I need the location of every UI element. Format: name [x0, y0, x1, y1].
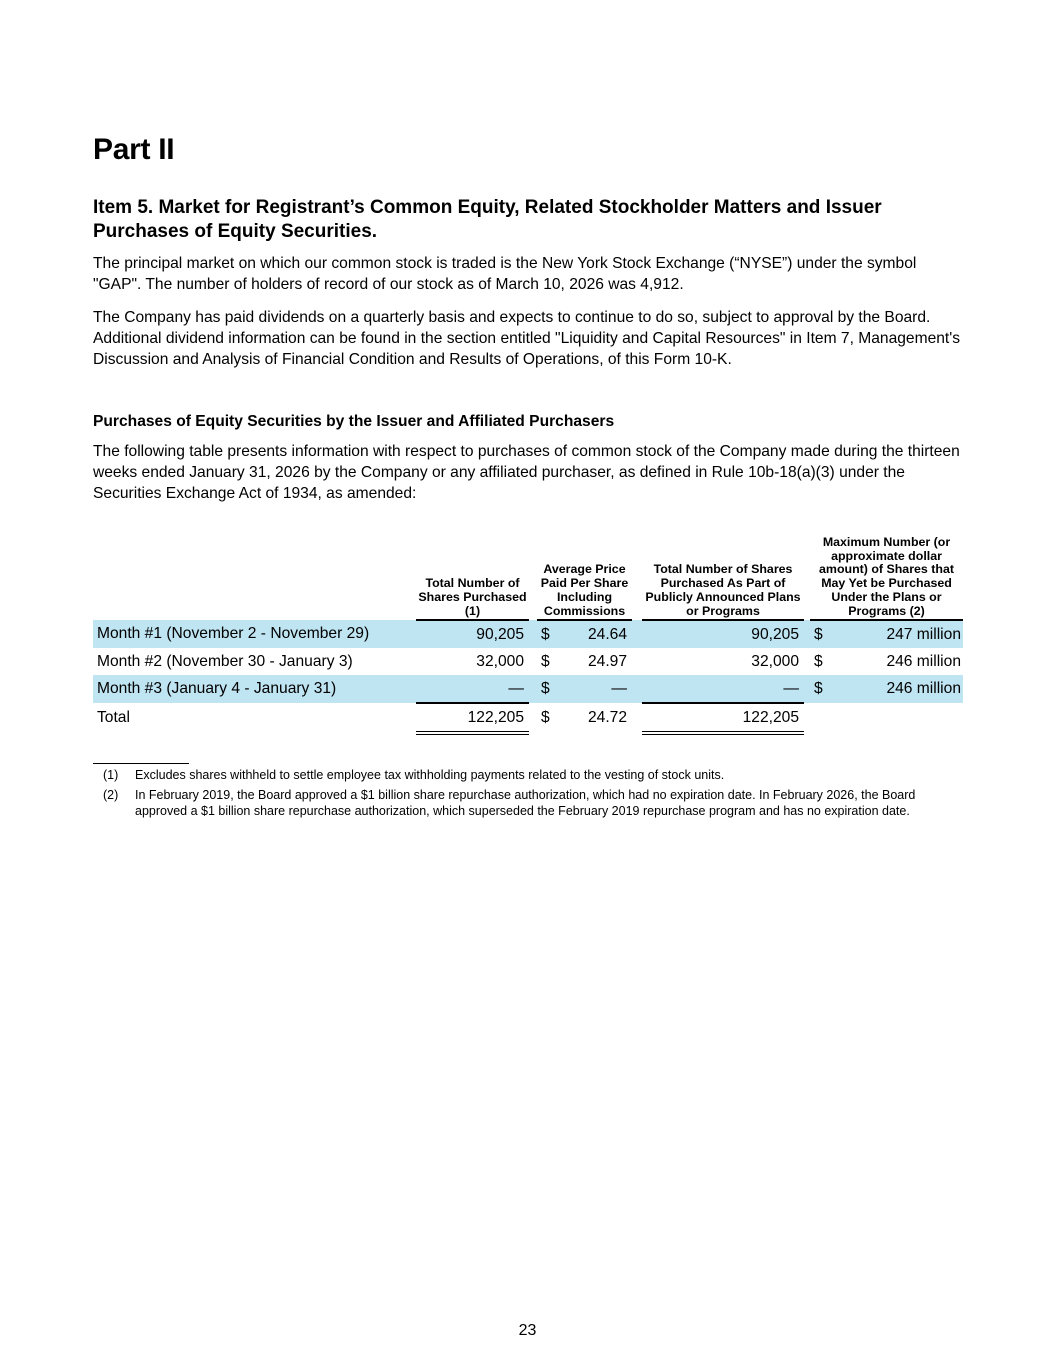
footnote-2 — [93, 787, 963, 820]
purchases-intro: The following table presents information with respect to purchases of common stock of the Company made during the thirteen weeks ended January 31, 2026 by the Company or any affiliated purchaser, as defined in Rule 10b-18(a)(3) under the Securities Exchange Act of 1934, as amended: — [93, 443, 960, 502]
row-label: Month #2 (November 30 - January 3) — [97, 652, 353, 670]
part-title: Part II — [93, 133, 175, 166]
header-plan-shares: Total Number of Shares Purchased As Part of Publicly Announced Plans or Programs — [642, 536, 804, 620]
currency-symbol: $ — [537, 675, 557, 703]
remaining-cell: 246 million — [886, 652, 961, 670]
plan-shares-cell: — — [642, 675, 804, 703]
currency-symbol: $ — [541, 652, 550, 670]
footnotes — [93, 767, 963, 823]
item-title: Item 5. Market for Registrant’s Common Equity, Related Stockholder Matters and Issuer Purchases of Equity Securities. — [93, 197, 882, 242]
plan-shares-cell: 90,205 — [642, 620, 804, 648]
repurchase-table — [93, 536, 963, 735]
shares-cell: — — [416, 675, 529, 703]
currency-symbol: $ — [814, 652, 823, 670]
total-plan-shares-cell: 122,205 — [642, 703, 804, 733]
remaining-cell: 246 million — [830, 675, 963, 703]
shares-cell: 90,205 — [416, 620, 529, 648]
market-paragraph: The principal market on which our common stock is traded is the New York Stock Exchange (“NYSE”) under the symbol "GAP". The number of holders of record of our stock as of March 10, 2026 was 4,912. — [93, 255, 917, 293]
currency-symbol: $ — [810, 620, 830, 648]
price-cell: 24.97 — [587, 652, 627, 670]
plan-shares-cell: 32,000 — [751, 652, 799, 670]
currency-symbol: $ — [541, 709, 550, 727]
footnote-text: In February 2019, the Board approved a $1 billion share repurchase authorization, which had no expiration date. In February 2026, the Board approved a $1 billion share repurchase authorization, which superseded the February 2019 repurchase program and has no expiration date. — [135, 787, 916, 818]
footnote-divider — [93, 763, 189, 764]
total-shares-cell: 122,205 — [416, 703, 529, 733]
table-row — [93, 648, 963, 675]
footnote-text: Excludes shares withheld to settle employee tax withholding payments related to the vesting of stock units. — [135, 768, 725, 782]
header-total-shares: Total Number of Shares Purchased (1) — [416, 536, 529, 620]
total-label: Total — [97, 709, 130, 727]
table-row — [93, 675, 963, 703]
header-average-price: Average Price Paid Per Share Including Commissions — [537, 536, 632, 620]
table-total-row — [93, 703, 963, 733]
footnote-mark: (2) — [103, 787, 119, 802]
purchases-heading: Purchases of Equity Securities by the Issuer and Affiliated Purchasers — [93, 413, 615, 430]
price-cell: — — [557, 675, 632, 703]
shares-cell: 32,000 — [476, 652, 524, 670]
currency-symbol: $ — [537, 620, 557, 648]
remaining-cell: 247 million — [830, 620, 963, 648]
table-header-row — [93, 536, 963, 620]
dividends-paragraph: The Company has paid dividends on a quarterly basis and expects to continue to do so, subject to approval by the Board. Additional dividend information can be found in the section entitled "Liquidity and Capital Resources" in Item 7, Management's Discussion and Analysis of Financial Condition and Results of Operations, of this Form 10-K. — [93, 309, 961, 368]
header-remaining-value: Maximum Number (or approximate dollar amount) of Shares that May Yet be Purchased Under the Plans or Programs (2) — [810, 536, 963, 620]
footnote-mark: (1) — [103, 768, 119, 782]
currency-symbol: $ — [810, 675, 830, 703]
page-number: 23 — [518, 1322, 537, 1339]
table-row — [93, 620, 963, 648]
row-label: Month #1 (November 2 - November 29) — [93, 620, 416, 648]
row-label: Month #3 (January 4 - January 31) — [93, 675, 416, 703]
price-cell: 24.64 — [557, 620, 632, 648]
total-price-cell: 24.72 — [587, 709, 627, 727]
footnote-1 — [93, 767, 963, 784]
